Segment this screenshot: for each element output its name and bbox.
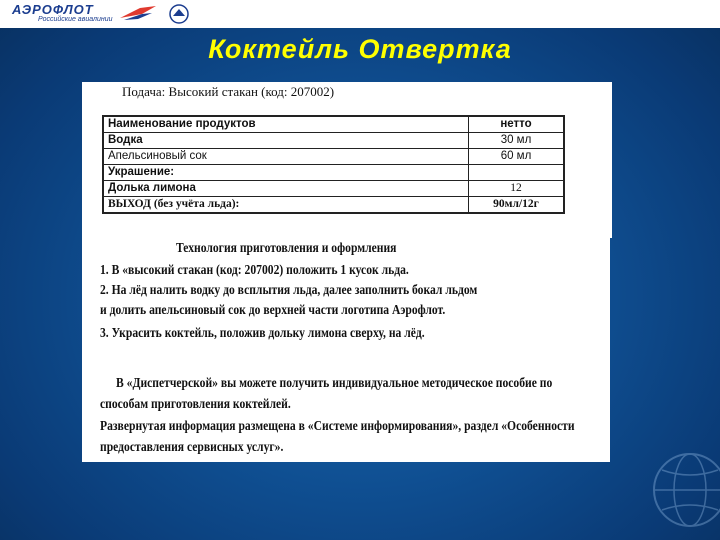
note-line: Развернутая информация размещена в «Системе информирования», раздел «Особенности bbox=[100, 418, 575, 433]
technology-step: и долить апельсиновый сок до верхней части логотипа Аэрофлот. bbox=[100, 302, 446, 317]
emblem-icon bbox=[168, 3, 190, 25]
logo-name: АЭРОФЛОТ bbox=[12, 2, 94, 17]
note-line: предоставления сервисных услуг». bbox=[100, 439, 284, 454]
technology-step: 2. На лёд налить водку до всплытия льда, далее заполнить бокал льдом bbox=[100, 282, 478, 297]
table-cell bbox=[469, 165, 565, 181]
table-row bbox=[103, 165, 564, 181]
table-cell: Украшение: bbox=[103, 165, 469, 181]
table-cell: Апельсиновый сок bbox=[103, 149, 469, 165]
table-cell: ВЫХОД (без учёта льда): bbox=[103, 197, 469, 214]
serving-info: Подача: Высокий стакан (код: 207002) bbox=[122, 84, 335, 99]
slide-title: Коктейль Отвертка bbox=[208, 34, 512, 64]
recipe-table bbox=[102, 115, 565, 214]
table-cell: 12 bbox=[469, 181, 565, 197]
instructions-card bbox=[82, 238, 610, 462]
technology-step: 1. В «высокий стакан (код: 207002) положить 1 кусок льда. bbox=[100, 262, 409, 277]
table-cell: Водка bbox=[103, 133, 469, 149]
note-line: В «Диспетчерской» вы можете получить индивидуальное методическое пособие по bbox=[116, 375, 553, 390]
technology-heading: Технология приготовления и оформления bbox=[176, 240, 397, 255]
header-bar bbox=[0, 0, 720, 28]
table-cell: 90мл/12г bbox=[469, 197, 565, 214]
table-cell: 60 мл bbox=[469, 149, 565, 165]
table-cell: 30 мл bbox=[469, 133, 565, 149]
table-cell: Наименование продуктов bbox=[103, 116, 469, 133]
table-row bbox=[103, 133, 564, 149]
note-line: способам приготовления коктейлей. bbox=[100, 396, 291, 411]
table-row bbox=[103, 181, 564, 197]
wing-icon bbox=[118, 4, 158, 24]
table-row bbox=[103, 116, 564, 133]
table-row bbox=[103, 149, 564, 165]
aeroflot-logo bbox=[8, 2, 198, 26]
table-cell: Долька лимона bbox=[103, 181, 469, 197]
logo-subtitle: Российские авиалинии bbox=[38, 16, 113, 23]
recipe-card bbox=[82, 82, 612, 238]
technology-step: 3. Украсить коктейль, положив дольку лимона сверху, на лёд. bbox=[100, 325, 425, 340]
table-cell: нетто bbox=[469, 116, 565, 133]
globe-watermark-icon bbox=[640, 440, 720, 530]
table-row bbox=[103, 197, 564, 214]
